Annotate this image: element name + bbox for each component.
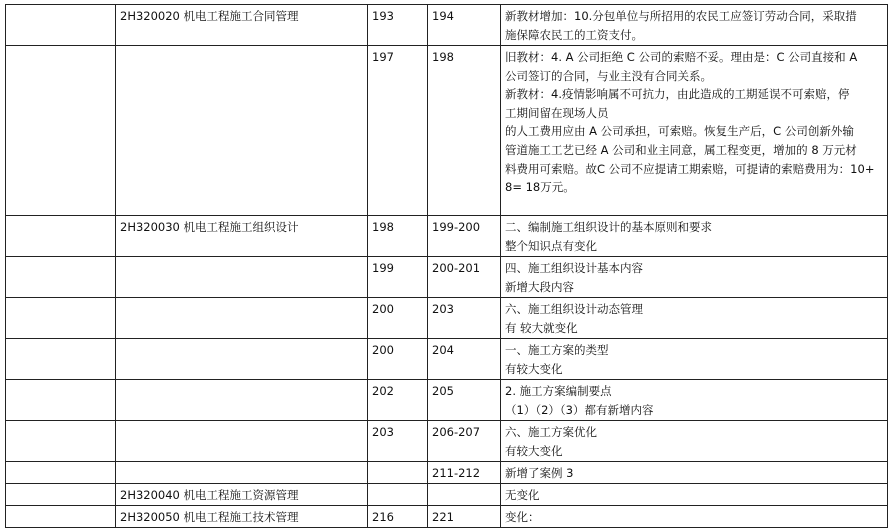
change-line: 无变化 — [505, 488, 540, 502]
section-cell — [116, 462, 368, 484]
change-line: 2. 施工方案编制要点 — [505, 384, 612, 398]
row-lead-cell — [6, 298, 116, 339]
section-cell: 2H320050 机电工程施工技术管理 — [116, 506, 368, 528]
table-row — [6, 506, 888, 528]
old-page-cell — [368, 462, 428, 484]
section-cell: 2H320030 机电工程施工组织设计 — [116, 216, 368, 257]
change-line: 的人工费用应由 A 公司承担，可索赔。恢复生产后，C 公司创新外输 — [505, 124, 854, 139]
change-cell — [501, 421, 888, 462]
change-line: 旧教材：4. A 公司拒绝 C 公司的索赔不妥。理由是：C 公司直接和 A — [505, 50, 858, 64]
change-line: 新增了案例 3 — [505, 466, 574, 480]
new-page-cell: 205 — [428, 380, 501, 421]
new-page-cell: 199-200 — [428, 216, 501, 257]
section-cell — [116, 257, 368, 298]
change-line: 一、施工方案的类型 — [505, 343, 609, 357]
row-lead-cell — [6, 257, 116, 298]
old-page-cell: 202 — [368, 380, 428, 421]
new-page-cell: 221 — [428, 506, 501, 528]
new-page-cell: 200-201 — [428, 257, 501, 298]
row-lead-cell — [6, 421, 116, 462]
change-cell — [501, 257, 888, 298]
table-row — [6, 484, 888, 506]
new-page-cell: 204 — [428, 339, 501, 380]
new-page-cell: 206-207 — [428, 421, 501, 462]
old-page-cell: 216 — [368, 506, 428, 528]
new-page-cell: 198 — [428, 46, 501, 216]
table-row — [6, 5, 888, 46]
table-row — [6, 462, 888, 484]
change-cell — [501, 462, 888, 484]
change-line: 变化： — [505, 510, 540, 524]
change-cell — [501, 380, 888, 421]
new-page-cell: 211-212 — [428, 462, 501, 484]
change-line: 公司签订的合同，与业主没有合同关系。 — [505, 68, 712, 83]
change-line: 六、施工组织设计动态管理 — [505, 302, 643, 316]
change-cell — [501, 339, 888, 380]
change-cell — [501, 46, 888, 216]
change-line: 有较大变化 — [505, 362, 563, 376]
old-page-cell: 197 — [368, 46, 428, 216]
change-line: 新教材增加：10.分包单位与所招用的农民工应签订劳动合同，采取措 — [505, 9, 857, 23]
section-cell — [116, 339, 368, 380]
old-page-cell: 200 — [368, 298, 428, 339]
table-row — [6, 257, 888, 298]
new-page-cell — [428, 484, 501, 506]
old-page-cell: 203 — [368, 421, 428, 462]
change-line: 管道施工工艺已经 A 公司和业主同意，属工程变更，增加的 8 万元材 — [505, 142, 857, 157]
change-cell — [501, 506, 888, 528]
change-line: 新教材：4.疫情影响属不可抗力，由此造成的工期延误不可索赔，停 — [505, 87, 850, 102]
section-cell — [116, 46, 368, 216]
change-line: 工期间留在现场人员 — [505, 105, 609, 120]
change-line: 六、施工方案优化 — [505, 425, 597, 439]
section-cell — [116, 298, 368, 339]
section-cell: 2H320040 机电工程施工资源管理 — [116, 484, 368, 506]
section-cell — [116, 380, 368, 421]
change-line: 施保障农民工的工资支付。 — [505, 28, 643, 42]
textbook-change-table — [5, 4, 888, 528]
change-line: 四、施工组织设计基本内容 — [505, 261, 643, 275]
row-lead-cell — [6, 216, 116, 257]
old-page-cell — [368, 484, 428, 506]
old-page-cell: 193 — [368, 5, 428, 46]
row-lead-cell — [6, 339, 116, 380]
change-line: 料费用可索赔。故C 公司不应提请工期索赔，可提请的索赔费用为：10+ — [505, 161, 875, 176]
row-lead-cell — [6, 5, 116, 46]
table-body — [6, 5, 888, 528]
row-lead-cell — [6, 46, 116, 216]
change-line: 有 较大就变化 — [505, 321, 578, 335]
change-line: 8= 18万元。 — [505, 180, 575, 195]
table-row — [6, 298, 888, 339]
section-cell: 2H320020 机电工程施工合同管理 — [116, 5, 368, 46]
row-lead-cell — [6, 462, 116, 484]
old-page-cell: 200 — [368, 339, 428, 380]
change-line: 二、编制施工组织设计的基本原则和要求 — [505, 220, 712, 234]
change-cell — [501, 298, 888, 339]
section-cell — [116, 421, 368, 462]
change-cell — [501, 5, 888, 46]
new-page-cell: 203 — [428, 298, 501, 339]
change-line: （1）（2）（3）都有新增内容 — [505, 403, 654, 417]
table-row — [6, 380, 888, 421]
row-lead-cell — [6, 506, 116, 528]
old-page-cell: 199 — [368, 257, 428, 298]
new-page-cell: 194 — [428, 5, 501, 46]
table-row — [6, 339, 888, 380]
change-line: 新增大段内容 — [505, 280, 574, 294]
old-page-cell: 198 — [368, 216, 428, 257]
change-cell — [501, 216, 888, 257]
change-line: 有较大变化 — [505, 444, 563, 458]
change-line: 整个知识点有变化 — [505, 239, 597, 253]
table-row — [6, 216, 888, 257]
row-lead-cell — [6, 484, 116, 506]
row-lead-cell — [6, 380, 116, 421]
table-row — [6, 46, 888, 216]
table-row — [6, 421, 888, 462]
change-cell — [501, 484, 888, 506]
